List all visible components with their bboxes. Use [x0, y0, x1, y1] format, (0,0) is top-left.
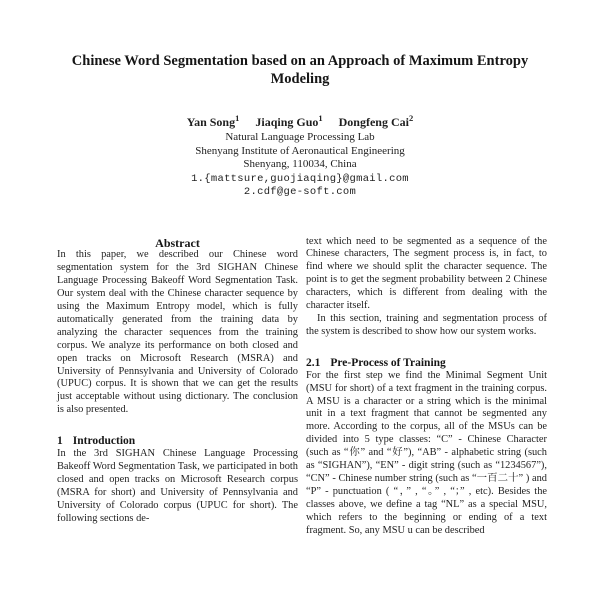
left-column — [57, 236, 298, 538]
affiliation-institute: Shenyang Institute of Aeronautical Engineering — [195, 144, 405, 157]
section-overview-paragraph: In this section, training and segmentation process of the system is described to show how our system works. — [306, 312, 547, 337]
email-line-2: 2.cdf@ge-soft.com — [243, 186, 357, 198]
emails-block — [0, 173, 600, 200]
author-name: Yan Song — [186, 115, 236, 129]
two-column-body — [0, 236, 600, 538]
affiliation-lab: Natural Language Processing Lab — [225, 131, 375, 143]
abstract-heading: Abstract — [155, 235, 200, 250]
section-heading-preprocess — [306, 356, 547, 370]
right-column — [306, 236, 547, 538]
authors-line — [0, 111, 600, 129]
author-name: Jiaqing Guo — [255, 115, 319, 129]
author-affiliation-mark: 1 — [318, 113, 323, 123]
author-affiliation-mark: 1 — [235, 113, 240, 123]
affiliation-block — [0, 131, 600, 172]
section-heading-introduction — [57, 434, 298, 448]
affiliation-location: Shenyang, 110034, China — [243, 158, 357, 170]
paper-title: Chinese Word Segmentation based on an Approach of Maximum Entropy Modeling — [71, 53, 529, 87]
email-line-1: 1.{mattsure,guojiaqing}@gmail.com — [191, 172, 409, 185]
introduction-paragraph: In the 3rd SIGHAN Chinese Language Processing Bakeoff Word Segmentation Task, we participated in both closed and open tracks on Microsoft Research corpus (MSRA for short) and University of Pennsylvania and University of Colorado corpus (UPUC for short). The following sections de- — [57, 448, 298, 524]
author-name: Dongfeng Cai — [338, 115, 409, 129]
abstract-body: In this paper, we described our Chinese word segmentation system for the 3rd SIGHAN Chinese Language Processing Bakeoff Word Segmentation Task. Our system deal with the Chinese character sequence by using the Maximum Entropy model, which is fully automatically generated from the training data by analyzing the character sequences from the training corpus. We analyze its performance on both closed and open tracks on Microsoft Research (MSRA) and University of Pennsylvania and University of Colorado (UPUC) corpus. It is shown that we can get the results just acceptable without using dictionary. The conclusion is also presented. — [57, 249, 298, 416]
preprocess-paragraph: For the first step we find the Minimal Segment Unit (MSU for short) of a text fragment in the training corpus. A MSU is a character or a string which is the minimal unit in a text fragment that cannot be segmented any more. According to the corpus, all of the MSUs can be divided into 5 type classes: “C” - Chinese Character (such as “你” and “好”), “AB” - alphabetic string (such as “SIGHAN”), “EN” - digit string (such as “1234567”), “CN” - Chinese number string (such as “一百二十” ) and “P” - punctuation ( “，” , “。” , “；” , etc). Besides the classes above, we define a tag “NL” as a special MSU, which refers to the beginning or ending of a text fragment. So, any MSU u can be described — [306, 369, 547, 536]
section-number: 2.1 — [306, 356, 321, 369]
author-affiliation-mark: 2 — [408, 113, 414, 123]
section-title: Pre-Process of Training — [330, 356, 446, 369]
author — [255, 115, 322, 129]
paper-header — [0, 0, 600, 200]
continuation-paragraph: text which need to be segmented as a sequence of the Chinese characters, The segment process is, in fact, to find where we should split the character sequence. The point is to get the segment probability between 2 Chinese characters, which is different from dealing with the character itself. — [306, 235, 547, 312]
section-number: 1 — [57, 435, 63, 448]
author — [339, 115, 414, 129]
author — [187, 115, 240, 129]
section-title: Introduction — [72, 435, 136, 448]
